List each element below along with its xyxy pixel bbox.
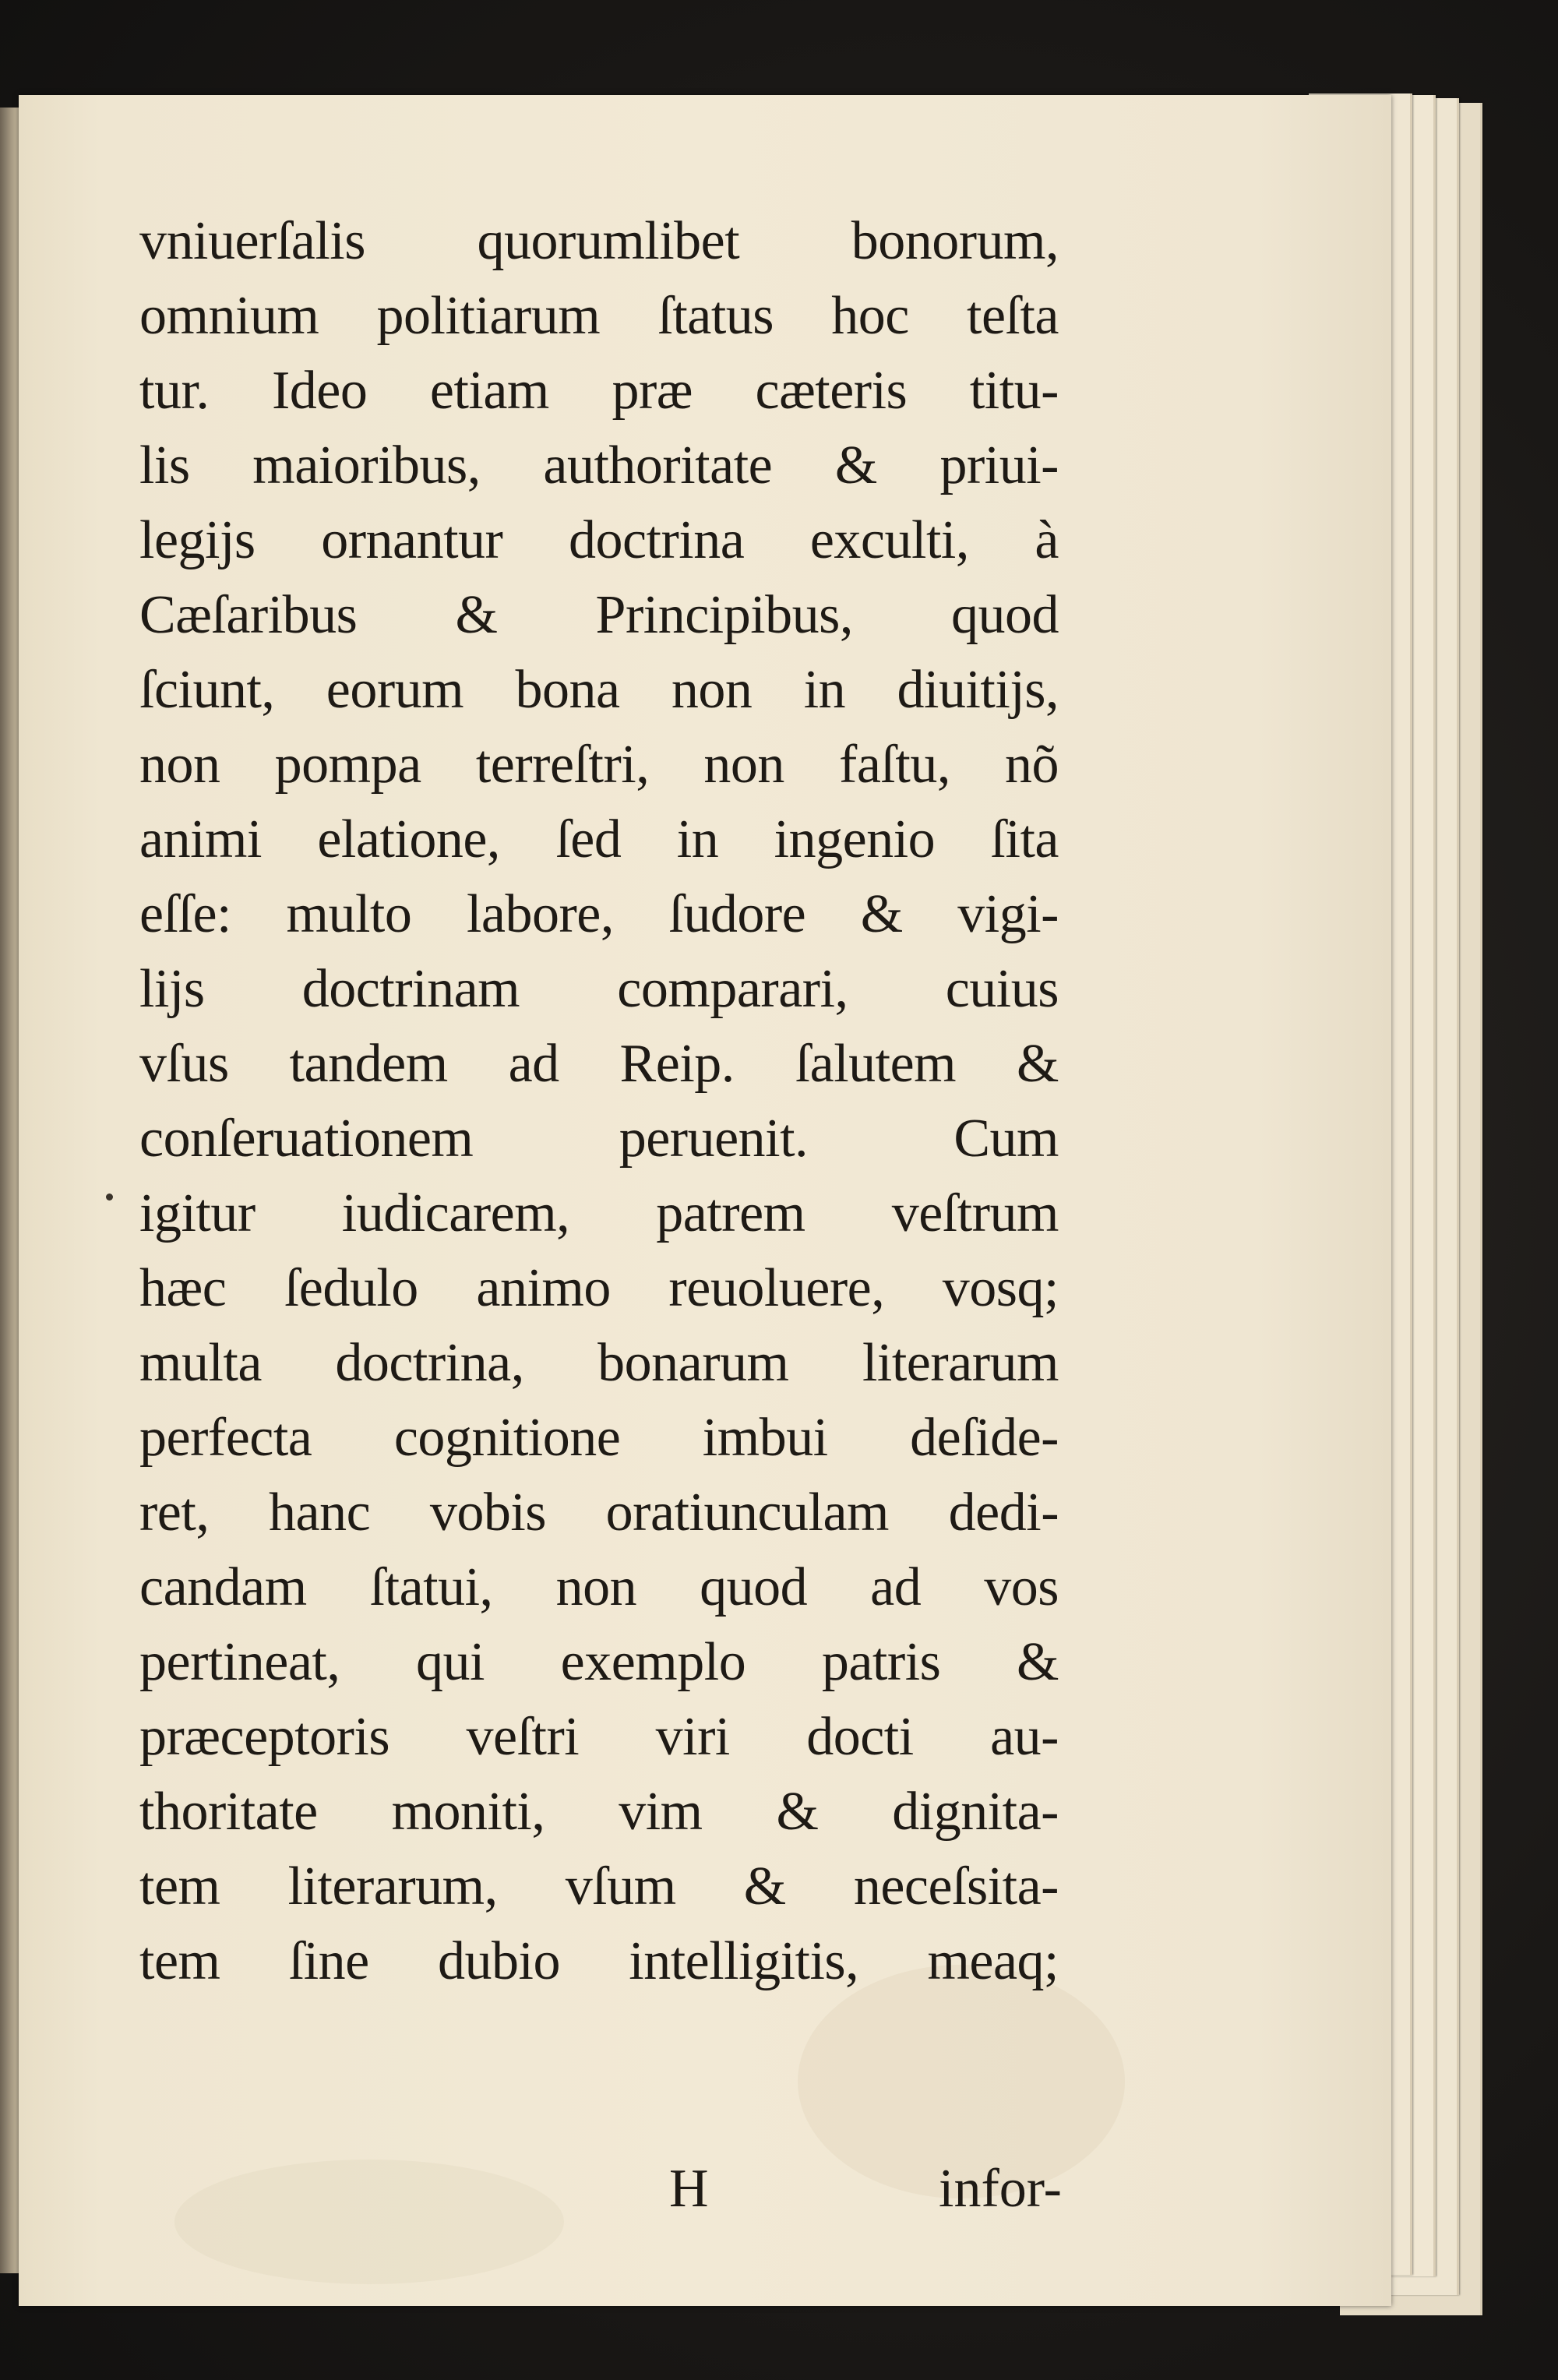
text-line: igitur iudicarem, patrem veſtrum — [139, 1183, 1059, 1243]
text-line: vſus tandem ad Reip. ſalutem & — [139, 1034, 1059, 1094]
book-page — [19, 95, 1391, 2306]
text-line: candam ſtatui, non quod ad vos — [139, 1557, 1059, 1617]
text-line: perfecta cognitione imbui deſide- — [139, 1408, 1059, 1468]
text-line: legijs ornantur doctrina exculti, à — [139, 510, 1059, 570]
signature-mark: H — [669, 2159, 709, 2219]
text-line: tem ſine dubio intelligitis, meaq; — [139, 1931, 1059, 1991]
text-line: ret, hanc vobis oratiunculam dedi- — [139, 1483, 1059, 1543]
text-line: pertineat, qui exemplo patris & — [139, 1632, 1059, 1692]
text-line: omnium politiarum ſtatus hoc teſta — [139, 286, 1059, 346]
text-line: præceptoris veſtri viri docti au- — [139, 1707, 1059, 1767]
text-line: lijs doctrinam comparari, cuius — [139, 959, 1059, 1019]
text-line: multa doctrina, bonarum literarum — [139, 1333, 1059, 1393]
catchword: infor- — [939, 2159, 1062, 2219]
text-line: Cæſaribus & Principibus, quod — [139, 585, 1059, 645]
text-line: tur. Ideo etiam præ cæteris titu- — [139, 361, 1059, 421]
text-line: animi elatione, ſed in ingenio ſita — [139, 809, 1059, 869]
text-line: hæc ſedulo animo reuoluere, vosq; — [139, 1258, 1059, 1318]
text-line: eſſe: multo labore, ſudore & vigi- — [139, 884, 1059, 944]
body-text — [139, 204, 1059, 1999]
text-line: vniuerſalis quorumlibet bonorum, — [139, 211, 1059, 271]
text-line: non pompa terreſtri, non faſtu, nõ — [139, 735, 1059, 795]
text-line: lis maioribus, authoritate & priui- — [139, 435, 1059, 495]
text-line: tem literarum, vſum & neceſsita- — [139, 1856, 1059, 1916]
margin-mark — [106, 1194, 113, 1201]
text-line: conſeruationem peruenit. Cum — [139, 1109, 1059, 1169]
text-line: thoritate moniti, vim & dignita- — [139, 1782, 1059, 1842]
page-footer — [139, 2152, 1062, 2227]
text-line: ſciunt, eorum bona non in diuitijs, — [139, 660, 1059, 720]
